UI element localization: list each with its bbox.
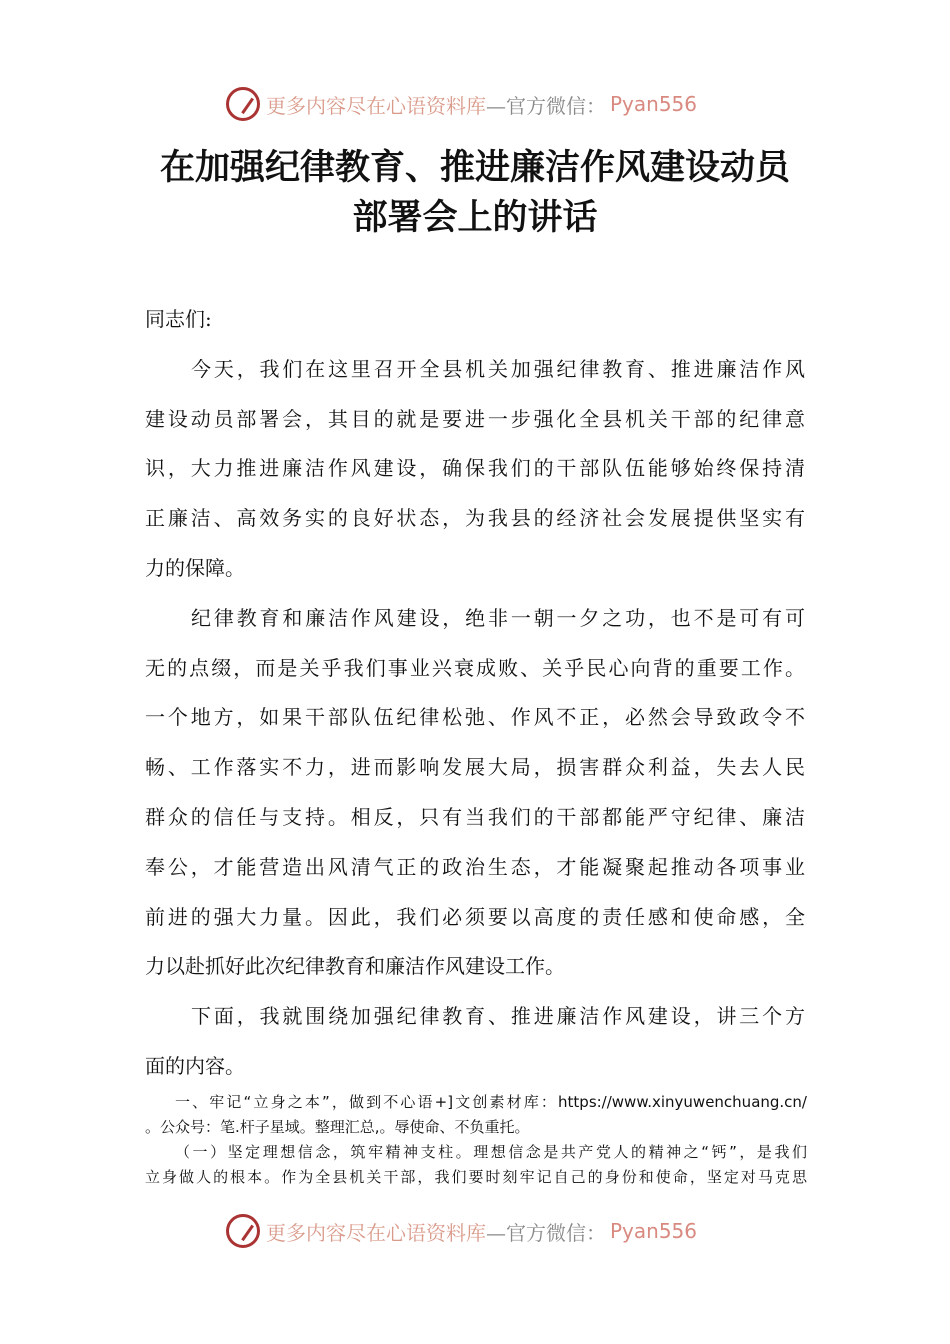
- paragraph-line: 纪律教育和廉洁作风建设，绝非一朝一夕之功，也不是可有可: [191, 605, 805, 630]
- small-line: （一）坚定理想信念，筑牢精神支柱。理想信念是共产党人的精神之“钙”，是我们: [175, 1143, 807, 1161]
- paragraph-line: 一个地方，如果干部队伍纪律松弛、作风不正，必然会导致政令不: [145, 705, 805, 730]
- document-body: [145, 295, 805, 1092]
- paragraph-line: 畅、工作落实不力，进而影响发展大局，损害群众利益，失去人民: [145, 755, 805, 780]
- small-line: 。公众号：笔.杆子星域。整理汇总,。辱使命、不负重托。: [145, 1118, 530, 1136]
- paragraph-line: 力的保障。: [145, 555, 245, 580]
- paragraph-line: 面的内容。: [145, 1053, 245, 1078]
- paragraph-line: 识，大力推进廉洁作风建设，确保我们的干部队伍能够始终保持清: [145, 456, 805, 481]
- paragraph-line: 奉公，才能营造出风清气正的政治生态，才能凝聚起推动各项事业: [145, 854, 805, 879]
- small-line: 一、牢记“立身之本”，做到不心语+]文创素材库：https://www.xinyuwenchuang.cn/: [175, 1093, 807, 1111]
- paragraph-line: 前进的强大力量。因此，我们必须要以高度的责任感和使命感，全: [145, 904, 805, 929]
- paragraph-line: 正廉洁、高效务实的良好状态，为我县的经济社会发展提供坚实有: [145, 506, 805, 531]
- document-title: [0, 143, 950, 243]
- logo-icon: [226, 1214, 260, 1248]
- paragraph-line: 力以赴抓好此次纪律教育和廉洁作风建设工作。: [145, 954, 565, 979]
- paragraph-line: 群众的信任与支持。相反，只有当我们的干部都能严守纪律、廉洁: [145, 804, 805, 829]
- small-line: 立身做人的根本。作为全县机关干部，我们要时刻牢记自己的身份和使命，坚定对马克思: [145, 1168, 807, 1186]
- title-line: 部署会上的讲话: [352, 197, 598, 238]
- paragraph-line: 今天，我们在这里召开全县机关加强纪律教育、推进廉洁作风: [191, 356, 805, 381]
- watermark-footer: 更多内容尽在心语资料库 —官方微信： Pyan556: [226, 1211, 726, 1251]
- paragraph-line: 无的点缀，而是关乎我们事业兴衰成败、关乎民心向背的重要工作。: [145, 655, 805, 680]
- watermark-header: 更多内容尽在心语资料库 —官方微信： Pyan556: [226, 84, 726, 124]
- salutation: 同志们:: [145, 307, 212, 331]
- paragraph-line: 下面，我就围绕加强纪律教育、推进廉洁作风建设，讲三个方: [191, 1004, 805, 1029]
- small-text-section: [145, 1090, 807, 1190]
- logo-icon: [226, 87, 260, 121]
- title-line: 在加强纪律教育、推进廉洁作风建设动员: [159, 147, 790, 188]
- paragraph-line: 建设动员部署会，其目的就是要进一步强化全县机关干部的纪律意: [145, 406, 805, 431]
